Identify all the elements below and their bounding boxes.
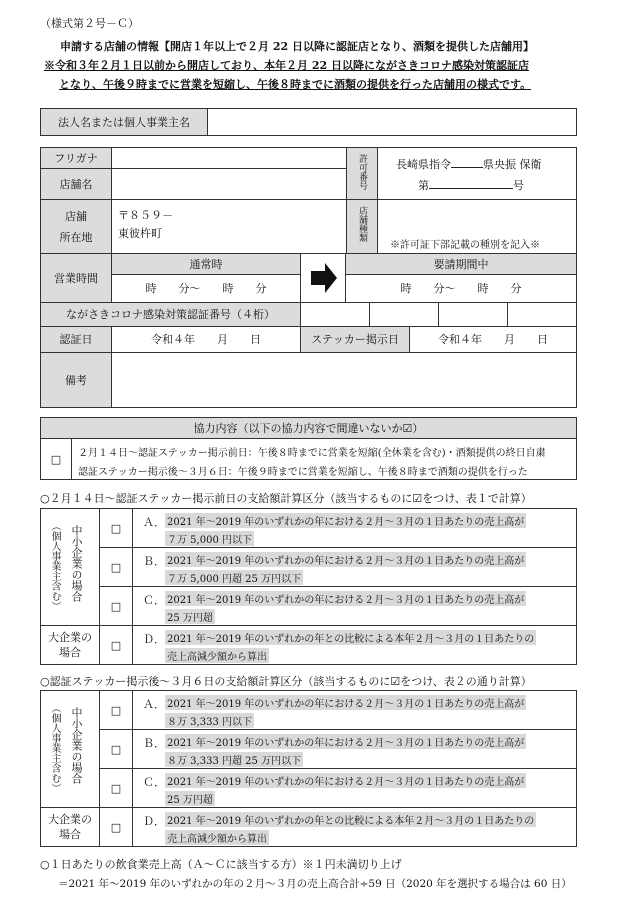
coop-title: 協力内容（以下の協力内容で間違いないか☑） bbox=[40, 417, 577, 439]
s1-row-b-check[interactable]: □ bbox=[99, 547, 133, 587]
remarks-label: 備考 bbox=[40, 352, 112, 408]
s2-row-c: Ｃ． 2021 年～2019 年のいずれかの年における２月～３月の１日あたりの売上高が 25 万円超 bbox=[132, 768, 577, 808]
s2-row-a: Ａ． 2021 年～2019 年のいずれかの年における２月～３月の１日あたりの売上高が ８万 3,333 円以下 bbox=[132, 690, 577, 730]
permit-number-field[interactable] bbox=[377, 147, 577, 200]
address-field[interactable] bbox=[111, 199, 347, 254]
s1-row-c-check[interactable]: □ bbox=[99, 586, 133, 626]
coop-line-1: ２月１４日～認証ステッカー掲示前日：午後８時までに営業を短縮(全休業を含む)・酒類提供の終日自粛 bbox=[78, 448, 546, 459]
sticker-date-field[interactable]: 令和４年 月 日 bbox=[409, 326, 577, 353]
section2-title: ○認証ステッカー掲示後～３月６日の支給額計算区分（該当するものに☑をつけ、表２の通り計算） bbox=[40, 675, 532, 688]
hours-normal-header: 通常時 bbox=[111, 253, 301, 275]
section2-large-label: 大企業の 場合 bbox=[40, 807, 100, 847]
postal-code: 〒８５９－ bbox=[118, 209, 173, 222]
furigana-field[interactable] bbox=[111, 147, 347, 169]
header-line-2: ※令和３年２月１日以前から開店しており、本年２月 22 日以降にながさきコロナ感染対策認証店 bbox=[44, 59, 529, 72]
s1-row-d-check[interactable]: □ bbox=[99, 625, 133, 665]
s2-row-d: Ｄ． 2021 年～2019 年のいずれかの年との比較による本年２月～３月の１日あたりの 売上高減少額から算出 bbox=[132, 807, 577, 847]
hours-arrow-cell bbox=[300, 253, 346, 303]
s1-row-b: Ｂ． 2021 年～2019 年のいずれかの年における２月～３月の１日あたりの売上高が ７万 5,000 円超 25 万円以下 bbox=[132, 547, 577, 587]
s2-row-d-check[interactable]: □ bbox=[99, 807, 133, 847]
section1-sme-label: （個人事業主含む） 中小企業の場合 bbox=[40, 508, 100, 626]
corp-name-label: 法人名または個人事業主名 bbox=[40, 108, 208, 136]
header-line-1: 申請する店舗の情報【開店１年以上で２月 22 日以降に認証店となり、酒類を提供した店舗用】 bbox=[60, 40, 534, 53]
shop-name-field[interactable] bbox=[111, 168, 347, 200]
permit-prefix: 長崎県指令 bbox=[396, 158, 451, 171]
hours-normal-field[interactable]: 時 分～ 時 分 bbox=[111, 274, 301, 303]
arrow-right-icon bbox=[301, 254, 345, 302]
hours-request-header: 要請期間中 bbox=[345, 253, 577, 275]
cert-digit-3[interactable] bbox=[438, 302, 508, 327]
address-label: 店舗 所在地 bbox=[40, 199, 112, 254]
section2-sme-label: （個人事業主含む） 中小企業の場合 bbox=[40, 690, 100, 808]
permit-office: 県央振 保衛 bbox=[483, 158, 542, 171]
cert-digit-1[interactable] bbox=[300, 302, 370, 327]
shop-type-field[interactable] bbox=[377, 199, 577, 254]
coop-line-2: 認証ステッカー掲示後～３月６日：午後９時までに営業を短縮し、午後８時まで酒類の提供を行った bbox=[78, 467, 528, 478]
s2-row-c-check[interactable]: □ bbox=[99, 768, 133, 808]
cert-number-label: ながさきコロナ感染対策認証番号（４桁） bbox=[40, 302, 301, 327]
cert-date-field[interactable]: 令和４年 月 日 bbox=[111, 326, 301, 353]
town-name: 東彼杵町 bbox=[118, 227, 162, 240]
s2-row-a-check[interactable]: □ bbox=[99, 690, 133, 730]
hours-label: 営業時間 bbox=[40, 253, 112, 303]
s2-row-b-check[interactable]: □ bbox=[99, 729, 133, 769]
s1-row-a: Ａ． 2021 年～2019 年のいずれかの年における２月～３月の１日あたりの売上高が ７万 5,000 円以下 bbox=[132, 508, 577, 548]
footer-line-2: ＝2021 年～2019 年のいずれかの年の２月～３月の売上高合計÷59 日（2020 年を選択する場合は 60 日） bbox=[58, 878, 572, 890]
coop-checkbox[interactable]: □ bbox=[40, 438, 72, 480]
shop-name-label: 店舗名 bbox=[40, 168, 112, 200]
s1-row-a-check[interactable]: □ bbox=[99, 508, 133, 548]
remarks-field[interactable] bbox=[111, 352, 577, 408]
hours-request-field[interactable]: 時 分～ 時 分 bbox=[345, 274, 577, 303]
section1-large-label: 大企業の 場合 bbox=[40, 625, 100, 665]
cert-digit-2[interactable] bbox=[369, 302, 439, 327]
corp-name-field[interactable] bbox=[207, 108, 577, 136]
s1-row-c: Ｃ． 2021 年～2019 年のいずれかの年における２月～３月の１日あたりの売上高が 25 万円超 bbox=[132, 586, 577, 626]
form-code: （様式第２号－Ｃ） bbox=[40, 17, 139, 30]
cert-date-label: 認証日 bbox=[40, 326, 112, 353]
sticker-date-label: ステッカー掲示日 bbox=[300, 326, 410, 353]
coop-content bbox=[71, 438, 577, 480]
footer-line-1: ○１日あたりの飲食業売上高（Ａ～Ｃに該当する方）※１円未満切り上げ bbox=[40, 858, 402, 871]
cert-digit-4[interactable] bbox=[507, 302, 577, 327]
furigana-label: フリガナ bbox=[40, 147, 112, 169]
shop-type-note: ※許可証下部記載の種別を記入※ bbox=[390, 240, 540, 251]
s1-row-d: Ｄ． 2021 年～2019 年のいずれかの年との比較による本年２月～３月の１日あたりの 売上高減少額から算出 bbox=[132, 625, 577, 665]
permit-go: 号 bbox=[513, 179, 524, 192]
permit-dai: 第 bbox=[418, 179, 429, 192]
permit-number-label: 許可番号 bbox=[346, 147, 378, 200]
section1-title: ○２月１４日～認証ステッカー掲示前日の支給額計算区分（該当するものに☑をつけ、表１で計算） bbox=[40, 492, 532, 505]
shop-type-label: 店舗種類 bbox=[346, 199, 378, 254]
header-line-3: となり、午後９時までに営業を短縮し、午後８時までに酒類の提供を行った店舗用の様式です。 bbox=[59, 78, 532, 91]
s2-row-b: Ｂ． 2021 年～2019 年のいずれかの年における２月～３月の１日あたりの売上高が ８万 3,333 円超 25 万円以下 bbox=[132, 729, 577, 769]
